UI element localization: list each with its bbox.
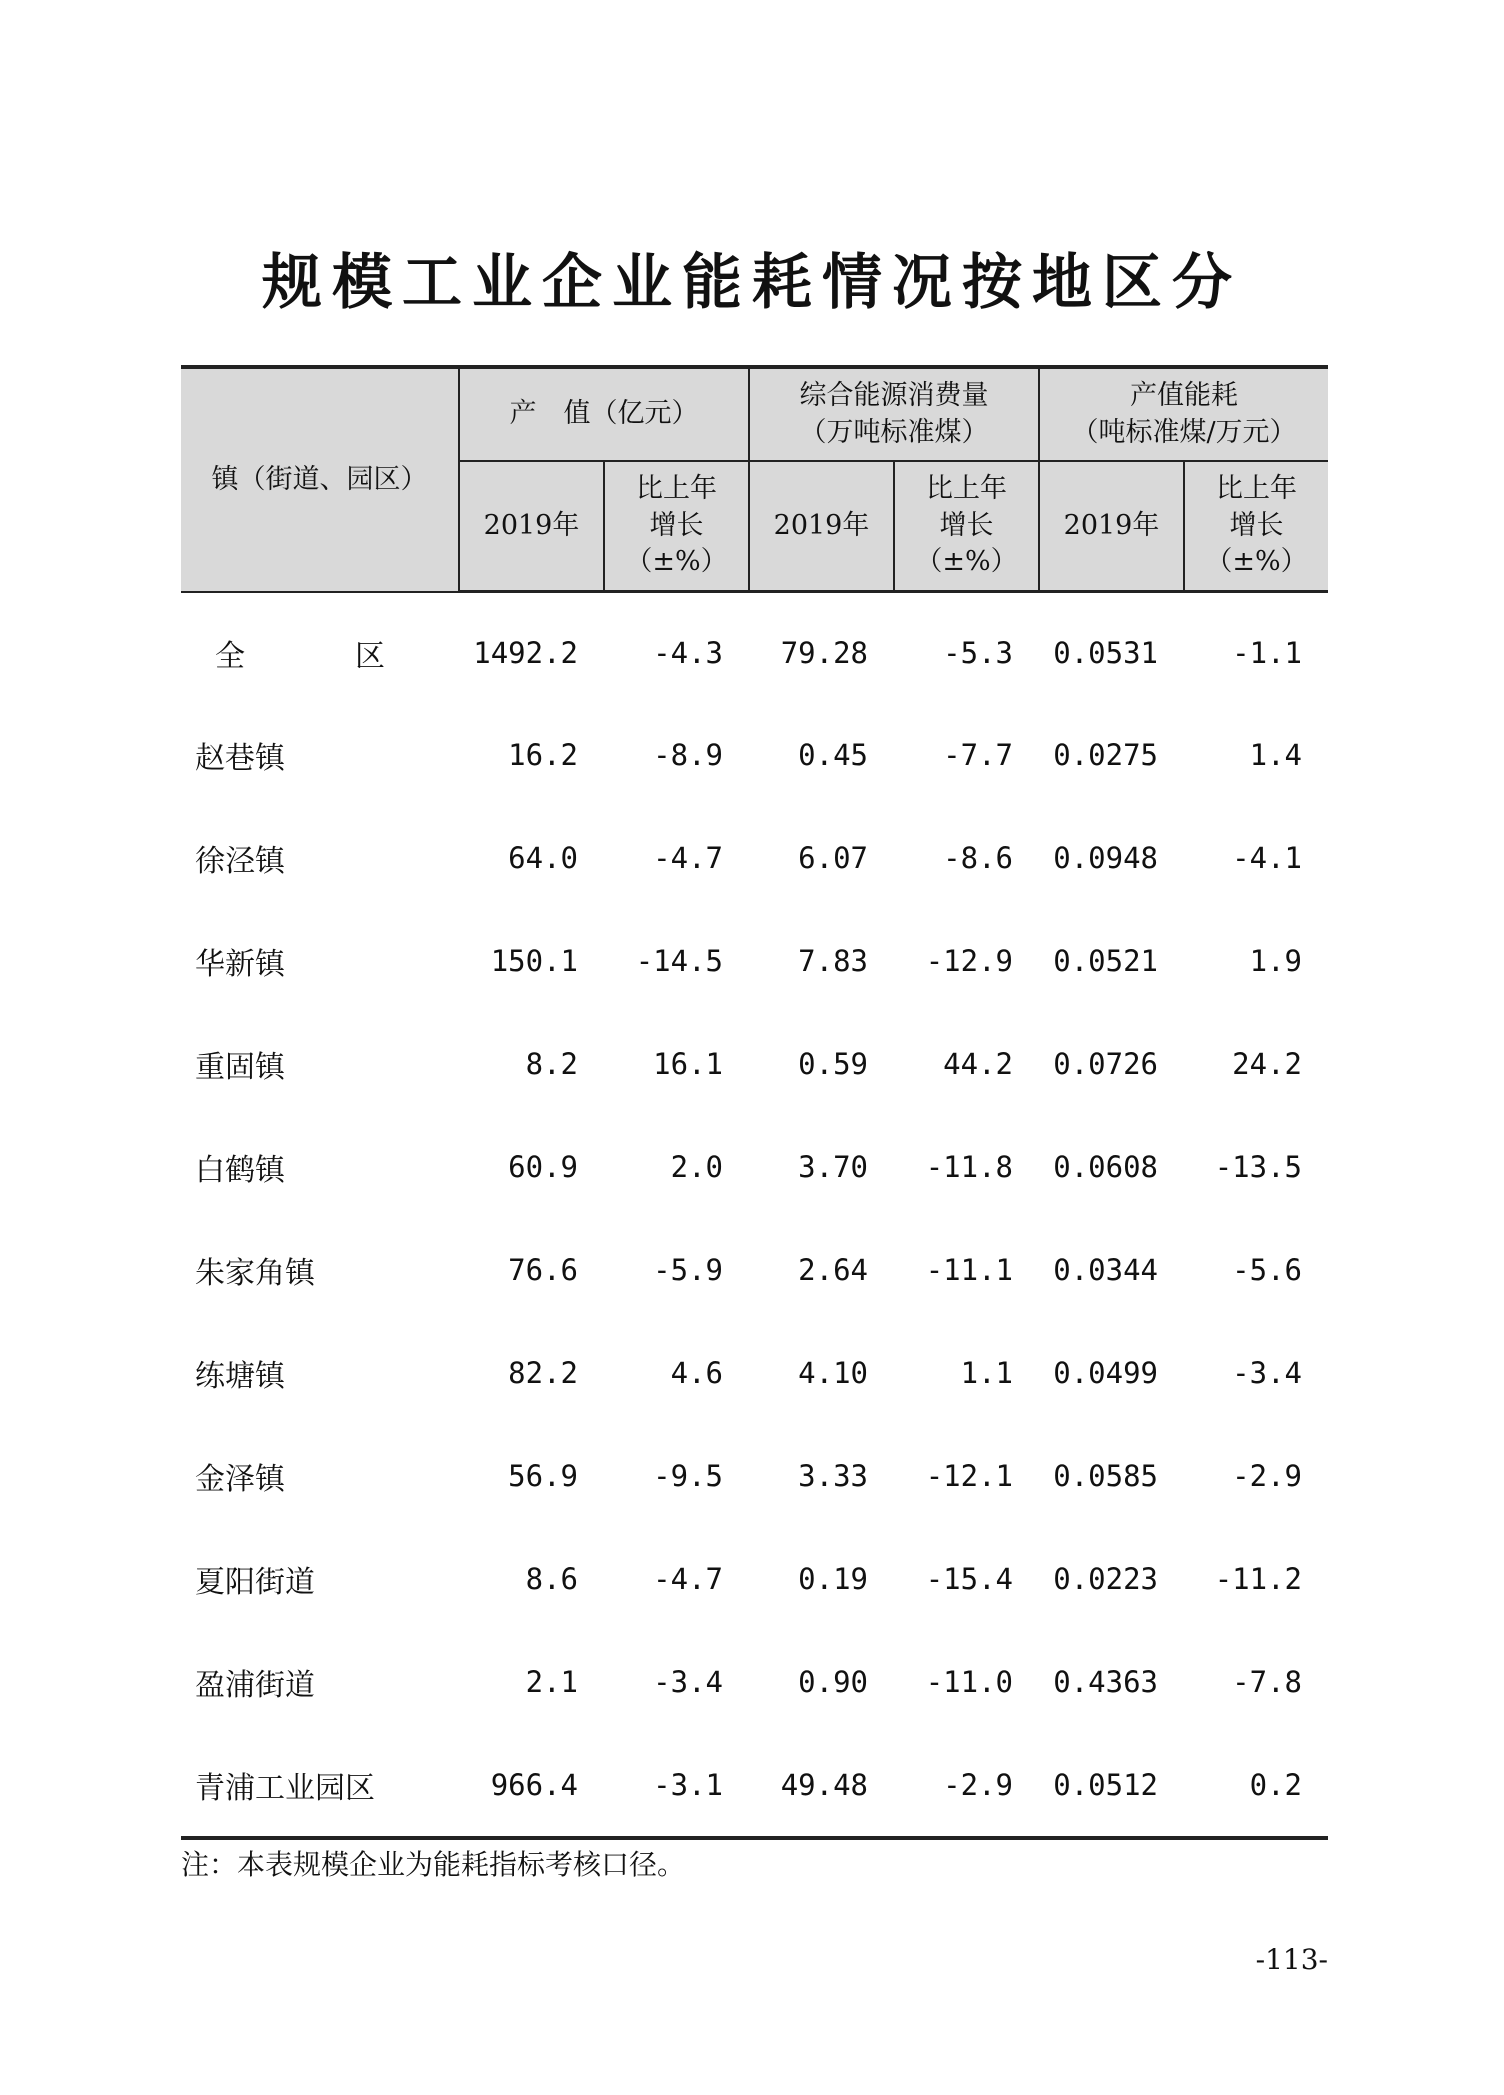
output-value: 82.2 [508,1355,578,1390]
page-title: 规模工业企业能耗情况按地区分 [262,248,1242,318]
output-value-growth: -3.1 [604,1733,749,1838]
energy-consumption-growth: -11.8 [925,1149,1013,1184]
energy-consumption-growth: -12.9 [925,943,1013,978]
region-name: 赵巷镇 [195,740,285,776]
header-output-value: 产 值（亿元） [459,367,749,461]
energy-intensity-growth: -4.1 [1232,840,1303,875]
energy-consumption: 3.33 [798,1458,868,1493]
energy-consumption-growth: -2.9 [894,1733,1039,1838]
header-ov-growth [604,461,749,592]
energy-consumption-growth: -8.6 [943,840,1013,875]
energy-intensity-growth: 0.2 [1184,1733,1328,1838]
growth-label-line2: 增长 [939,509,994,541]
output-value-growth: 2.0 [670,1149,723,1184]
region-name: 夏阳街道 [195,1564,315,1600]
energy-intensity: 0.0585 [1053,1458,1158,1493]
table-row [181,1218,1328,1321]
energy-intensity: 0.0726 [1053,1046,1158,1081]
growth-label-line2: 增长 [649,509,704,541]
energy-intensity-growth: -1.1 [1232,636,1303,670]
energy-consumption: 49.48 [749,1733,894,1838]
energy-intensity: 0.0223 [1053,1561,1158,1596]
output-value-growth: -5.9 [653,1252,723,1287]
energy-intensity-growth: 24.2 [1232,1046,1303,1081]
output-value-growth: -14.5 [635,943,723,978]
energy-consumption: 79.28 [780,636,868,670]
output-value: 56.9 [508,1458,578,1493]
energy-consumption: 7.83 [798,943,868,978]
region-name: 全 区 [215,638,425,674]
header-ei-growth [1184,461,1328,592]
output-value-growth: -3.4 [653,1664,723,1699]
output-value: 8.2 [525,1046,578,1081]
output-value: 150.1 [490,943,578,978]
energy-intensity: 0.4363 [1053,1664,1158,1699]
table-row [181,1424,1328,1527]
energy-intensity: 0.0499 [1053,1355,1158,1390]
header-row-1 [181,367,1328,461]
energy-consumption: 6.07 [798,840,868,875]
energy-intensity-growth: -11.2 [1214,1561,1303,1596]
region-name: 重固镇 [195,1049,285,1085]
output-value: 8.6 [525,1561,578,1596]
energy-consumption-growth: -7.7 [943,737,1013,772]
energy-consumption: 4.10 [798,1355,868,1390]
region-name: 练塘镇 [195,1358,285,1394]
region-name: 徐泾镇 [195,843,285,879]
table-row [181,1630,1328,1733]
energy-consumption-growth: 1.1 [960,1355,1013,1390]
energy-intensity-growth: -3.4 [1232,1355,1303,1390]
energy-consumption: 3.70 [798,1149,868,1184]
header-energy-intensity [1039,367,1328,461]
table-row-total [181,592,1328,704]
energy-consumption: 0.45 [798,737,868,772]
header-energy-line1: 综合能源消费量 [799,380,989,412]
energy-consumption: 2.64 [798,1252,868,1287]
output-value: 64.0 [508,840,578,875]
energy-consumption-table [181,365,1328,1840]
energy-intensity-growth: 1.9 [1249,943,1303,978]
table-row [181,703,1328,806]
page-number: -113- [1255,1943,1328,1976]
table-row [181,909,1328,1012]
region-name: 青浦工业园区 [181,1733,459,1838]
energy-consumption: 0.59 [798,1046,868,1081]
energy-consumption-growth: -5.3 [943,636,1013,670]
table-row [181,1115,1328,1218]
region-name: 白鹤镇 [195,1152,285,1188]
energy-consumption-growth: 44.2 [943,1046,1013,1081]
output-value: 16.2 [508,737,578,772]
output-value: 1492.2 [473,636,578,670]
energy-intensity: 0.0512 [1039,1733,1184,1838]
region-name: 盈浦街道 [195,1667,315,1703]
output-value-growth: 16.1 [653,1046,723,1081]
table-footnote: 注：本表规模企业为能耗指标考核口径。 [181,1848,686,1881]
energy-intensity-growth: -7.8 [1232,1664,1303,1699]
header-ec-year: 2019年 [749,461,894,592]
table-row [181,806,1328,909]
output-value: 2.1 [525,1664,578,1699]
table-row [181,1527,1328,1630]
energy-intensity: 0.0608 [1053,1149,1158,1184]
header-intensity-line1: 产值能耗 [1130,380,1238,412]
energy-consumption: 0.19 [798,1561,868,1596]
region-name: 朱家角镇 [195,1255,315,1291]
energy-intensity: 0.0948 [1053,840,1158,875]
table-row [181,1321,1328,1424]
growth-label-line2: 增长 [1229,509,1284,541]
output-value: 966.4 [459,1733,604,1838]
energy-intensity-growth: -5.6 [1232,1252,1303,1287]
growth-label-line3: （±%） [625,546,728,578]
energy-intensity-growth: 1.4 [1249,737,1303,772]
growth-label-line1: 比上年 [926,473,1007,505]
energy-intensity-growth: -2.9 [1232,1458,1303,1493]
header-ov-year: 2019年 [459,461,604,592]
growth-label-line3: （±%） [915,546,1018,578]
energy-consumption-growth: -11.0 [925,1664,1013,1699]
header-energy-consumption [749,367,1039,461]
energy-consumption-growth: -12.1 [925,1458,1013,1493]
energy-consumption: 0.90 [798,1664,868,1699]
output-value: 76.6 [508,1252,578,1287]
output-value-growth: -8.9 [653,737,723,772]
growth-label-line1: 比上年 [1216,473,1297,505]
header-intensity-line2: （吨标准煤/万元） [1071,416,1297,448]
energy-intensity: 0.0531 [1053,636,1158,670]
output-value-growth: -4.7 [653,840,723,875]
output-value-growth: -9.5 [653,1458,723,1493]
energy-intensity-growth: -13.5 [1214,1149,1303,1184]
header-energy-line2: （万吨标准煤） [799,416,989,448]
growth-label-line1: 比上年 [636,473,717,505]
output-value-growth: -4.3 [653,636,723,670]
energy-consumption-growth: -11.1 [925,1252,1013,1287]
table-row [181,1733,1328,1838]
energy-consumption-growth: -15.4 [925,1561,1013,1596]
region-name: 金泽镇 [195,1461,285,1497]
output-value: 60.9 [508,1149,578,1184]
header-ei-year: 2019年 [1039,461,1184,592]
header-region: 镇（街道、园区） [181,367,459,592]
header-ec-growth [894,461,1039,592]
output-value-growth: 4.6 [670,1355,723,1390]
region-name: 华新镇 [195,946,285,982]
energy-intensity: 0.0275 [1053,737,1158,772]
energy-intensity: 0.0344 [1053,1252,1158,1287]
table-row [181,1012,1328,1115]
energy-intensity: 0.0521 [1053,943,1158,978]
output-value-growth: -4.7 [653,1561,723,1596]
growth-label-line3: （±%） [1205,546,1308,578]
